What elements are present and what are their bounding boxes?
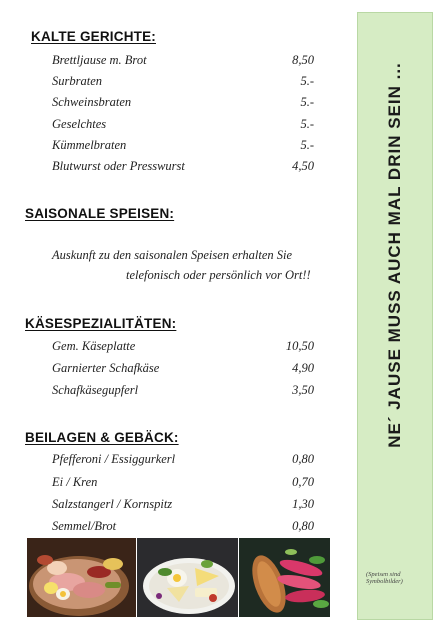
menu-item-price: 5.- <box>300 138 314 152</box>
menu-item-price: 0,80 <box>292 519 314 533</box>
menu-item <box>52 361 314 379</box>
menu-item-name: Pfefferoni / Essiggurkerl <box>52 452 176 466</box>
menu-item-name: Kümmelbraten <box>52 138 127 152</box>
menu-item <box>52 452 314 470</box>
cheese-platter-photo <box>137 538 238 617</box>
menu-item <box>52 519 314 537</box>
menu-item <box>52 74 314 92</box>
bread-and-vegetables-photo <box>239 538 330 617</box>
heading-kalte-gerichte: KALTE GERICHTE: <box>31 29 156 44</box>
heading-kaesespezialitaeten: KÄSESPEZIALITÄTEN: <box>25 316 177 331</box>
menu-item <box>52 117 314 135</box>
menu-item-name: Surbraten <box>52 74 102 88</box>
symbol-image-note: (Speisen sind Symbolbilder) <box>366 571 403 585</box>
slogan-sidebar <box>357 12 433 620</box>
menu-item <box>52 138 314 156</box>
menu-item-price: 8,50 <box>292 53 314 67</box>
menu-item-name: Schweinsbraten <box>52 95 132 109</box>
menu-item <box>52 339 314 357</box>
menu-item <box>52 497 314 515</box>
menu-item <box>52 95 314 113</box>
menu-item-name: Gem. Käseplatte <box>52 339 136 353</box>
menu-item-name: Ei / Kren <box>52 475 98 489</box>
menu-item-price: 10,50 <box>285 339 314 353</box>
menu-item-price: 5.- <box>300 95 314 109</box>
slogan-text: NE´ JAUSE MUSS AUCH MAL DRIN SEIN ... <box>385 62 404 448</box>
cold-cuts-platter-photo <box>27 538 136 617</box>
menu-item-price: 0,80 <box>292 452 314 466</box>
menu-item-name: Geselchtes <box>52 117 107 131</box>
menu-item-price: 4,90 <box>292 361 314 375</box>
menu-item-name: Garnierter Schafkäse <box>52 361 160 375</box>
food-photos <box>27 538 330 617</box>
heading-saisonale-speisen: SAISONALE SPEISEN: <box>25 206 175 221</box>
seasonal-info-line-1: Auskunft zu den saisonalen Speisen erhalten Sie <box>52 248 293 262</box>
menu-item <box>52 475 314 493</box>
menu-item-price: 0,70 <box>292 475 314 489</box>
menu-item <box>52 159 314 177</box>
seasonal-info-line-2: telefonisch oder persönlich vor Ort!! <box>126 268 311 282</box>
heading-beilagen-gebaeck: BEILAGEN & GEBÄCK: <box>25 430 179 445</box>
menu-item-price: 5.- <box>300 74 314 88</box>
menu-item <box>52 53 314 71</box>
menu-item <box>52 383 314 401</box>
menu-item-name: Salzstangerl / Kornspitz <box>52 497 173 511</box>
menu-item-price: 1,30 <box>292 497 314 511</box>
menu-item-name: Schafkäsegupferl <box>52 383 139 397</box>
menu-item-price: 3,50 <box>292 383 314 397</box>
menu-item-price: 5.- <box>300 117 314 131</box>
menu-item-name: Semmel/Brot <box>52 519 117 533</box>
menu-item-name: Blutwurst oder Presswurst <box>52 159 185 173</box>
menu-item-name: Brettljause m. Brot <box>52 53 147 67</box>
menu-item-price: 4,50 <box>292 159 314 173</box>
